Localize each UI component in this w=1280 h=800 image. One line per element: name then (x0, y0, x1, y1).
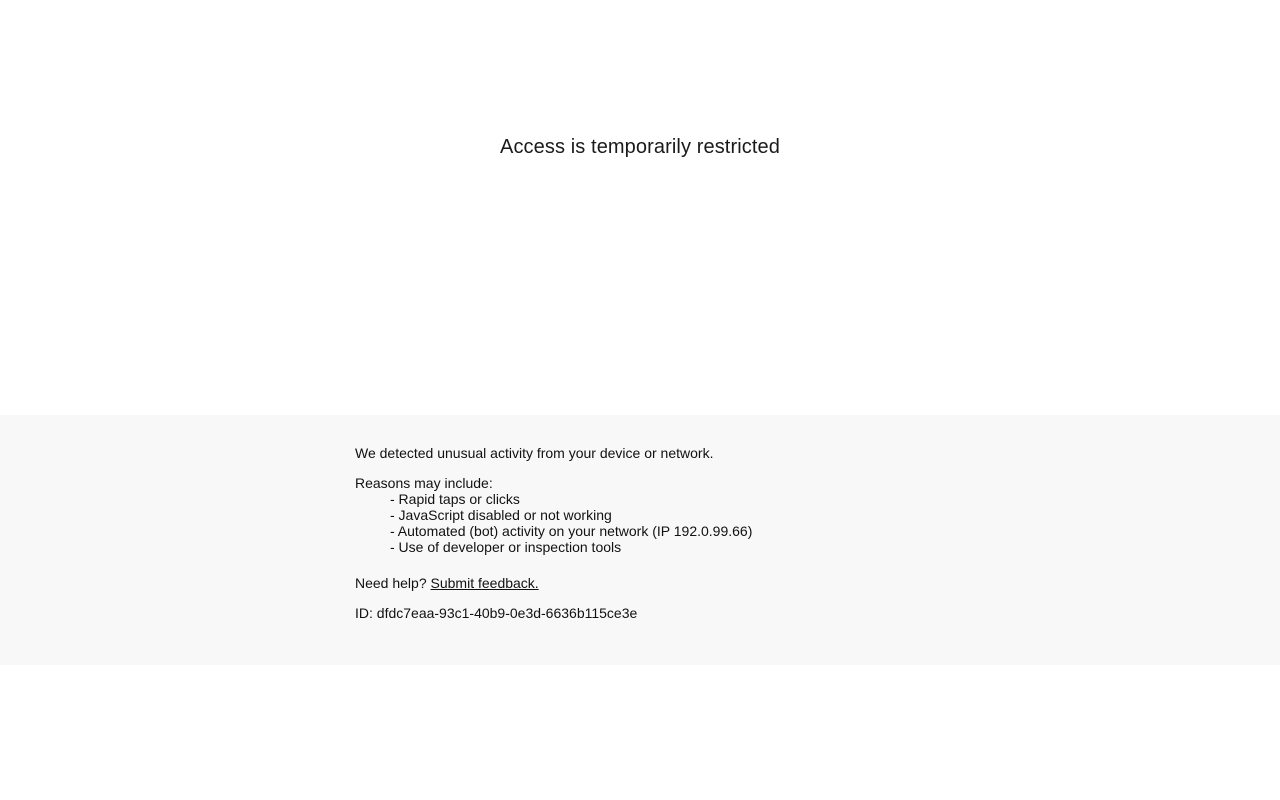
title-container (0, 134, 1280, 160)
help-line (355, 575, 539, 591)
reasons-label: Reasons may include: (355, 475, 493, 491)
reason-item: - Rapid taps or clicks (390, 491, 520, 507)
detected-message: We detected unusual activity from your device or network. (355, 445, 714, 461)
page-title: Access is temporarily restricted (500, 136, 780, 158)
reason-item: - JavaScript disabled or not working (390, 507, 612, 523)
reason-item: - Use of developer or inspection tools (390, 539, 622, 555)
request-id: ID: dfdc7eaa-93c1-40b9-0e3d-6636b115ce3e (355, 605, 638, 621)
submit-feedback-link[interactable]: Submit feedback. (430, 575, 539, 591)
reason-item: - Automated (bot) activity on your network (IP 192.0.99.66) (390, 523, 753, 539)
info-panel (0, 415, 1280, 665)
reasons-list (390, 491, 752, 555)
help-prefix: Need help? (355, 575, 427, 591)
